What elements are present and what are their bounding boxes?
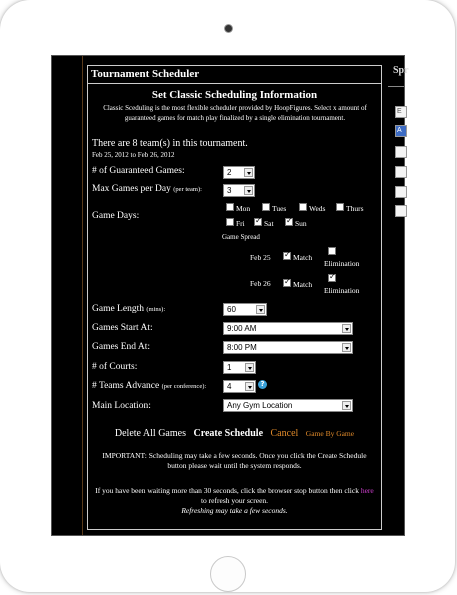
start-label: Games Start At:: [92, 323, 153, 333]
delete-all-games-link[interactable]: Delete All Games: [114, 428, 186, 439]
max-games-label: [92, 184, 202, 194]
end-time-value: 8:00 PM: [227, 343, 257, 352]
spread-match-label: Match: [293, 280, 313, 289]
guaranteed-games-value: 2: [227, 168, 232, 177]
advance-select[interactable]: [223, 380, 256, 393]
day-weds-checkbox[interactable]: [299, 203, 307, 211]
courts-select[interactable]: [223, 361, 256, 374]
title-divider: [87, 83, 382, 84]
day-fri-checkbox[interactable]: [226, 218, 234, 226]
side-button[interactable]: [395, 186, 407, 198]
game-by-game-link[interactable]: Game By Game: [305, 429, 355, 438]
game-days-label: Game Days:: [92, 211, 140, 221]
end-label: Games End At:: [92, 342, 151, 352]
day-mon-label: Mon: [236, 204, 251, 213]
max-games-value: 3: [227, 186, 232, 195]
chevron-down-icon: [342, 401, 351, 410]
start-time-value: 9:00 AM: [227, 324, 257, 333]
location-label: Main Location:: [92, 401, 151, 411]
day-tues-label: Tues: [272, 204, 287, 213]
spread-elimination-checkbox[interactable]: [328, 274, 336, 282]
spread-match-label: Match: [293, 253, 313, 262]
day-sat-label: Sat: [264, 219, 274, 228]
spread-elimination-label: Elimination: [324, 286, 360, 295]
max-games-select[interactable]: [223, 184, 255, 197]
day-sun-checkbox[interactable]: [285, 218, 293, 226]
day-mon-checkbox[interactable]: [226, 203, 234, 211]
end-time-select[interactable]: [223, 341, 353, 354]
chevron-down-icon: [244, 186, 253, 195]
camera-icon: [225, 25, 232, 32]
left-divider: [82, 56, 83, 535]
waiting-note: [92, 486, 377, 506]
chevron-down-icon: [245, 382, 254, 391]
day-weds-label: Weds: [309, 204, 326, 213]
spread-elimination-checkbox[interactable]: [328, 247, 336, 255]
date-range: Feb 25, 2012 to Feb 26, 2012: [92, 151, 175, 159]
side-button[interactable]: A: [395, 125, 407, 137]
spread-match-checkbox[interactable]: [283, 279, 291, 287]
day-sun-label: Sun: [295, 219, 307, 228]
game-spread-label: Game Spread: [222, 233, 260, 241]
max-games-text: Max Games per Day: [92, 184, 171, 194]
create-schedule-button[interactable]: Create Schedule: [193, 428, 264, 439]
day-tues-checkbox[interactable]: [262, 203, 270, 211]
chevron-down-icon: [342, 324, 351, 333]
waiting-text: If you have been waiting more than 30 seconds, click the browser stop button then click: [95, 486, 359, 495]
game-length-text: Game Length: [92, 304, 144, 314]
help-icon[interactable]: ?: [258, 380, 267, 389]
game-length-value: 60: [227, 305, 236, 314]
day-sat-checkbox[interactable]: [254, 218, 262, 226]
side-button[interactable]: E: [395, 106, 407, 118]
description: Classic Sceduling is the most flexible scheduler provided by HoopFigures. Select x amount of guaranteed games for match play finalized by a single elimination tournament.: [103, 104, 367, 122]
guaranteed-games-select[interactable]: [223, 166, 255, 179]
advance-value: 4: [227, 382, 232, 391]
chevron-down-icon: [245, 363, 254, 372]
guaranteed-games-label: # of Guaranteed Games:: [92, 166, 185, 176]
advance-sub: (per conference):: [161, 383, 207, 390]
spread-elimination-label: Elimination: [324, 259, 360, 268]
day-thurs-label: Thurs: [346, 204, 364, 213]
side-button[interactable]: [395, 166, 407, 178]
courts-label: # of Courts:: [92, 362, 138, 372]
day-thurs-checkbox[interactable]: [336, 203, 344, 211]
spread-date: Feb 26: [250, 279, 271, 288]
spread-match-checkbox[interactable]: [283, 252, 291, 260]
location-value: Any Gym Location: [227, 401, 293, 410]
start-time-select[interactable]: [223, 322, 353, 335]
day-fri-label: Fri: [236, 219, 245, 228]
teams-info: There are 8 team(s) in this tournament.: [92, 138, 248, 149]
side-panel-divider: [388, 86, 404, 87]
game-length-select[interactable]: [223, 303, 267, 316]
chevron-down-icon: [244, 168, 253, 177]
panel-title: Tournament Scheduler: [91, 68, 200, 80]
important-note: IMPORTANT: Scheduling may take a few seconds. Once you click the Create Schedule button please wait until the system responds.: [102, 451, 367, 470]
section-title: Set Classic Scheduling Information: [151, 89, 318, 101]
side-panel-title: Spr: [393, 65, 409, 76]
advance-text: # Teams Advance: [92, 381, 160, 391]
home-button[interactable]: [210, 556, 246, 592]
courts-value: 1: [227, 363, 232, 372]
chevron-down-icon: [342, 343, 351, 352]
side-button[interactable]: [395, 146, 407, 158]
location-select[interactable]: [223, 399, 353, 412]
waiting-text-end: to refresh your screen.: [200, 496, 269, 505]
spread-date: Feb 25: [250, 253, 271, 262]
game-length-sub: (mins):: [146, 306, 166, 313]
advance-label: [92, 381, 206, 391]
game-length-label: [92, 304, 165, 314]
refresh-note: Refreshing may take a few seconds.: [181, 506, 288, 515]
refresh-here-link[interactable]: here: [360, 486, 374, 495]
cancel-link[interactable]: Cancel: [270, 428, 299, 439]
screen: [52, 56, 409, 535]
chevron-down-icon: [256, 305, 265, 314]
side-button[interactable]: [395, 205, 407, 217]
action-bar: [88, 428, 381, 439]
max-games-sub: (per team):: [173, 186, 202, 193]
